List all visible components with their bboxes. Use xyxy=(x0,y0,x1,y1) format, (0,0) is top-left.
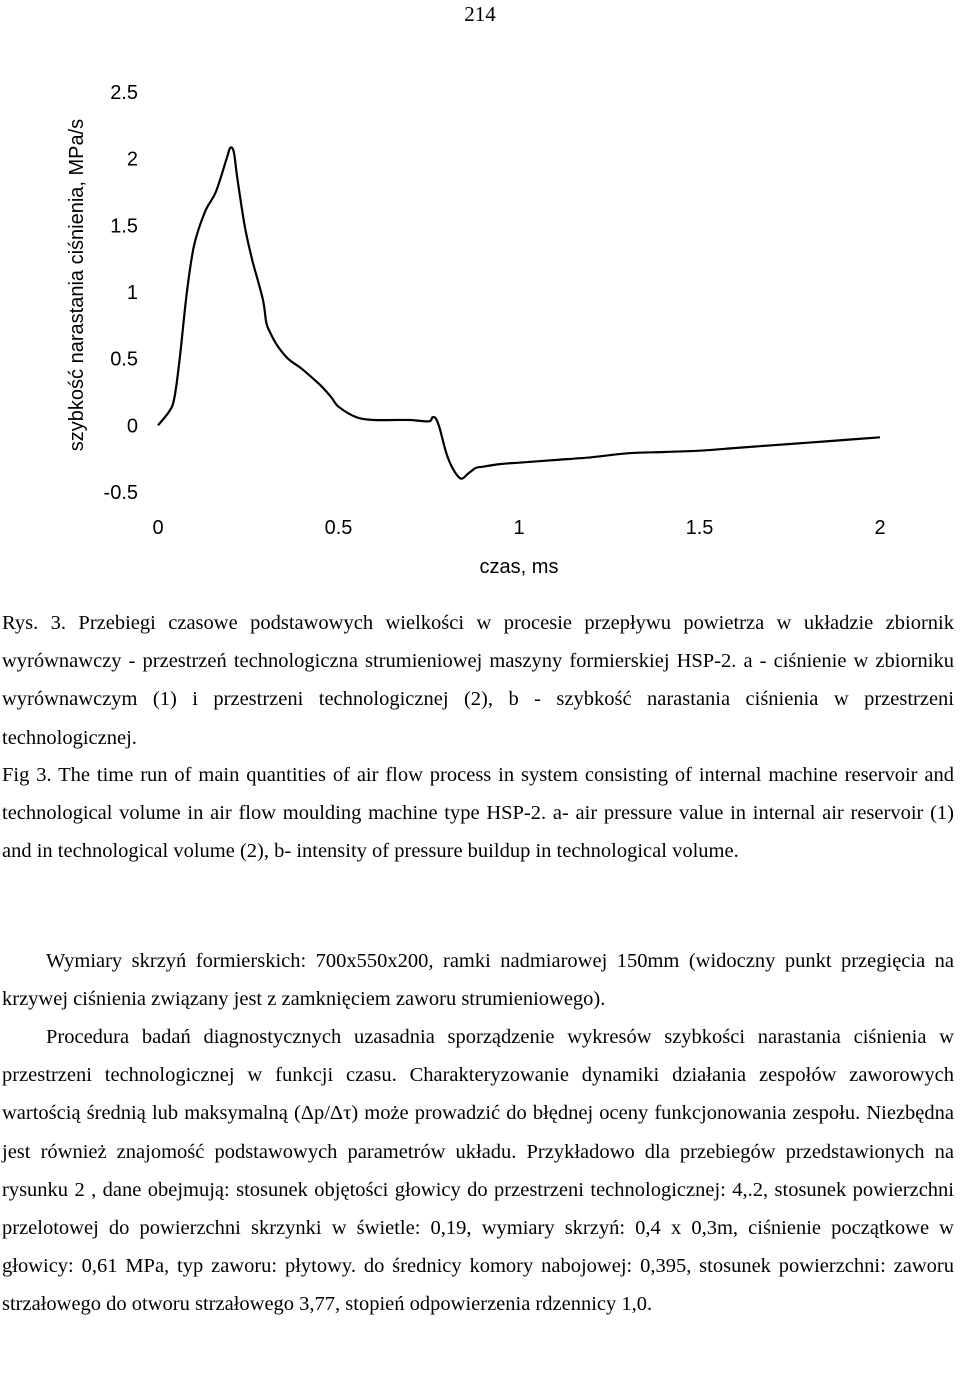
y-tick-labels xyxy=(104,82,138,504)
y-tick-label: 1.5 xyxy=(110,215,138,238)
body-paragraph-1: Wymiary skrzyń formierskich: 700x550x200, ramki nadmiarowej 150mm (widoczny punkt przegięcia na krzywej ciśnienia związany jest z zamknięciem zaworu strumieniowego). xyxy=(2,950,954,1011)
y-tick-label: 1 xyxy=(126,282,138,304)
x-tick-label: 0.5 xyxy=(324,517,353,539)
figure-caption-polish: Rys. 3. Przebiegi czasowe podstawowych wielkości w procesie przepływu powietrza w układzie zbiornik wyrównawczy - przestrzeń technologiczna strumieniowej maszyny formierskiej HSP-2. a - ciśnienie w zbiorniku wyrównawczym (1) i przestrzeni technologicznej (2), b - szybkość narastania ciśnienia w przestrzeni technologicznej. xyxy=(2,612,954,749)
y-tick-label: 2.5 xyxy=(110,82,138,104)
figure-caption-english: Fig 3. The time run of main quantities of air flow process in system consisting of internal machine reservoir and technological volume in air flow moulding machine type HSP-2. a- air pressure value in internal air reservoir (1) and in technological volume (2), b- intensity of pressure buildup in technological volume. xyxy=(2,764,954,863)
series-line xyxy=(158,147,880,478)
y-tick-label: -0.5 xyxy=(103,482,138,504)
x-tick-label: 0 xyxy=(152,517,164,539)
y-tick-label: 2 xyxy=(126,148,138,171)
x-axis-label: czas, ms xyxy=(479,556,559,578)
body-paragraph-2: Procedura badań diagnostycznych uzasadnia sporządzenie wykresów szybkości narastania ciśnienia w przestrzeni technologicznej w funkcji czasu. Charakteryzowanie dynamiki działania zespołów zaworowych wartością średnią lub maksymalną (Δp/Δτ) może prowadzić do błędnej oceny funkcjonowania zespołu. Niezbędna jest również znajomość podstawowych parametrów układu. Przykładowo dla przebiegów przedstawionych na rysunku 2 , dane obejmują: stosunek objętości głowicy do przestrzeni technologicznej: 4,.2, stosunek powierzchni przelotowej do powierzchni skrzynki w świetle: 0,19, wymiary skrzyń: 0,4 x 0,3m, ciśnienie początkowe w głowicy: 0,61 MPa, typ zaworu: płytowy. do średnicy komory nabojowej: 0,395, stosunek powierzchni: zaworu strzałowego do otworu strzałowego 3,77, stopień odpowierzenia rdzennicy 1,0. xyxy=(2,1026,954,1316)
pressure-rate-chart xyxy=(0,0,960,590)
x-tick-label: 2 xyxy=(874,517,886,539)
y-tick-label: 0 xyxy=(126,415,138,438)
y-axis-label: szybkość narastania ciśnienia, MPa/s xyxy=(66,118,88,452)
page-number: 214 xyxy=(464,2,496,26)
y-axis-label-group xyxy=(66,119,88,451)
x-tick-labels xyxy=(152,517,885,539)
x-tick-label: 1.5 xyxy=(685,517,714,539)
x-tick-label: 1 xyxy=(513,517,525,539)
y-tick-label: 0.5 xyxy=(110,348,138,371)
series-group xyxy=(158,147,880,478)
